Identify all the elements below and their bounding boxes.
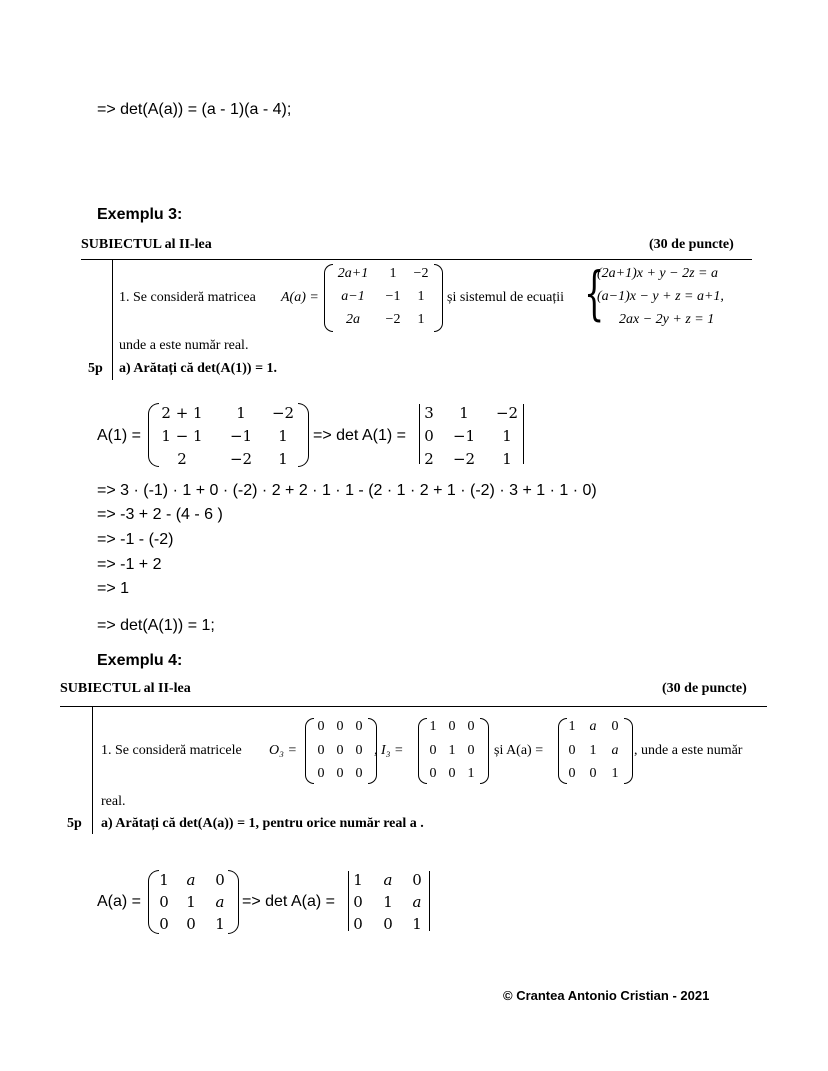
ex3-score: 5p [88,361,103,376]
ex4-i3-31: 0 [429,766,437,781]
ex3-margin-rule [112,260,113,380]
ex3-d-12: 1 [459,404,469,422]
ex3-step-1: => 3 · (-1) · 1 + 0 · (-2) · 2 + 2 · 1 · 1 - (2 · 1 · 2 + 1 · (-2) · 3 + 1 · 1 · 0) [97,482,597,499]
ex3-matrix-label: A(a) = [281,290,319,305]
ex4-a-33: 1 [611,766,619,781]
ex4-a-12: a [589,719,597,734]
ex4-s-12: 𝑎 [186,871,196,889]
ex3-m-32: −2 [385,312,401,327]
ex4-d-22: 1 [383,893,393,911]
ex4-o3-label: O₃ = [269,743,297,758]
ex3-result: => det(A(1)) = 1; [97,617,215,634]
ex4-i3-21: 0 [429,743,437,758]
ex3-step-4: => -1 + 2 [97,556,162,573]
ex3-s-31: 2 [177,450,187,468]
ex4-i3-22: 1 [448,743,456,758]
ex4-margin-rule [92,707,93,834]
ex4-a-21: 0 [568,743,576,758]
ex4-i3-13: 0 [467,719,475,734]
ex3-system-eq2: (a−1)x − y + z = a+1, [597,289,724,304]
ex4-s-11: 1 [159,871,169,889]
ex3-problem-prefix: 1. Se consideră matricea [119,290,256,305]
ex4-s-21: 0 [159,893,169,911]
ex4-o3-33: 0 [355,766,363,781]
ex4-d-11: 1 [353,871,363,889]
ex4-i3-label: , I₃ = [374,743,404,758]
intro-result: => det(A(a)) = (a - 1)(a - 4); [97,101,292,118]
ex4-o3-31: 0 [317,766,325,781]
ex4-a-31: 0 [568,766,576,781]
ex4-header-rule [60,706,767,707]
ex4-suffix: , unde a este număr [634,743,743,758]
ex3-m-23: 1 [417,289,425,304]
ex3-step-3: => -1 - (-2) [97,531,174,548]
ex4-i3-33: 1 [467,766,475,781]
ex3-mid-text: și sistemul de ecuații [447,290,565,305]
ex4-s-13: 0 [215,871,225,889]
ex4-i3-11: 1 [429,719,437,734]
ex4-a-22: 1 [589,743,597,758]
ex4-sol-det-label: => det A(a) = [242,893,335,910]
ex4-o3-13: 0 [355,719,363,734]
ex3-s-33: 1 [278,450,288,468]
ex4-a-13: 0 [611,719,619,734]
ex3-system-brace: { [584,259,605,327]
ex3-m-11: 2a+1 [337,266,369,281]
ex3-s-23: 1 [278,427,288,445]
ex4-task: a) Arătați că det(A(a)) = 1, pentru orice număr real a . [101,816,424,831]
ex4-s-22: 1 [186,893,196,911]
ex3-m-13: −2 [413,266,429,281]
ex3-points: (30 de puncte) [649,237,734,252]
ex3-m-31: 2a [346,312,360,327]
ex3-d-21: 0 [424,427,434,445]
ex3-s-21: 1 − 1 [161,427,203,445]
ex4-points: (30 de puncte) [662,681,747,696]
ex4-a-11: 1 [568,719,576,734]
ex3-system-eq3: 2ax − 2y + z = 1 [619,312,715,327]
ex3-m-33: 1 [417,312,425,327]
ex4-d-13: 0 [412,871,422,889]
ex3-step-5: => 1 [97,580,130,597]
ex4-heading: Exemplu 4: [97,652,183,669]
ex4-a-23: a [611,743,619,758]
ex4-s-31: 0 [159,915,169,933]
ex4-d-33: 1 [412,915,422,933]
ex3-m-21: a−1 [341,289,365,304]
ex4-score: 5p [67,816,82,831]
ex3-step-2: => -3 + 2 - (4 - 6 ) [97,506,223,523]
ex4-o3-21: 0 [317,743,325,758]
ex4-a-32: 0 [589,766,597,781]
ex3-system-eq1: (2a+1)x + y − 2z = a [597,266,718,281]
ex4-continuation: real. [101,794,126,809]
ex3-d-23: 1 [502,427,512,445]
ex3-task: a) Arătați că det(A(1)) = 1. [119,361,278,376]
ex3-sol-det-label: => det A(1) = [313,427,406,444]
ex4-o3-32: 0 [336,766,344,781]
ex4-d-12: 𝑎 [383,871,393,889]
ex4-o3-22: 0 [336,743,344,758]
ex4-sol-label: A(a) = [97,893,142,910]
ex4-o3-12: 0 [336,719,344,734]
ex4-d-21: 0 [353,893,363,911]
ex3-s-12: 1 [236,404,246,422]
ex4-subject: SUBIECTUL al II-lea [60,681,191,696]
ex3-d-13: −2 [495,404,519,422]
ex3-s-32: −2 [229,450,253,468]
ex4-i3-12: 0 [448,719,456,734]
ex4-problem-prefix: 1. Se consideră matricele [101,743,242,758]
ex4-d-23: 𝑎 [412,893,422,911]
ex4-o3-23: 0 [355,743,363,758]
ex3-d-22: −1 [452,427,476,445]
ex3-s-22: −1 [229,427,253,445]
ex4-and-label: și A(a) = [494,743,544,758]
ex3-d-31: 2 [424,450,434,468]
ex3-heading: Exemplu 3: [97,206,183,223]
ex3-sol-label: A(1) = [97,427,142,444]
ex3-s-11: 2 + 1 [161,404,203,422]
ex4-d-31: 0 [353,915,363,933]
ex4-s-33: 1 [215,915,225,933]
ex3-s-13: −2 [271,404,295,422]
ex4-s-32: 0 [186,915,196,933]
footer-copyright: © Crantea Antonio Cristian - 2021 [503,988,710,1003]
ex4-s-23: 𝑎 [215,893,225,911]
ex3-continuation: unde a este număr real. [119,338,249,353]
ex3-m-12: 1 [389,266,397,281]
ex3-subject: SUBIECTUL al II-lea [81,237,212,252]
ex4-i3-23: 0 [467,743,475,758]
ex3-header-rule [81,259,752,260]
ex4-o3-11: 0 [317,719,325,734]
ex3-d-33: 1 [502,450,512,468]
ex3-d-32: −2 [452,450,476,468]
ex3-m-22: −1 [385,289,401,304]
ex4-d-32: 0 [383,915,393,933]
ex3-d-11: 3 [424,404,434,422]
ex4-i3-32: 0 [448,766,456,781]
